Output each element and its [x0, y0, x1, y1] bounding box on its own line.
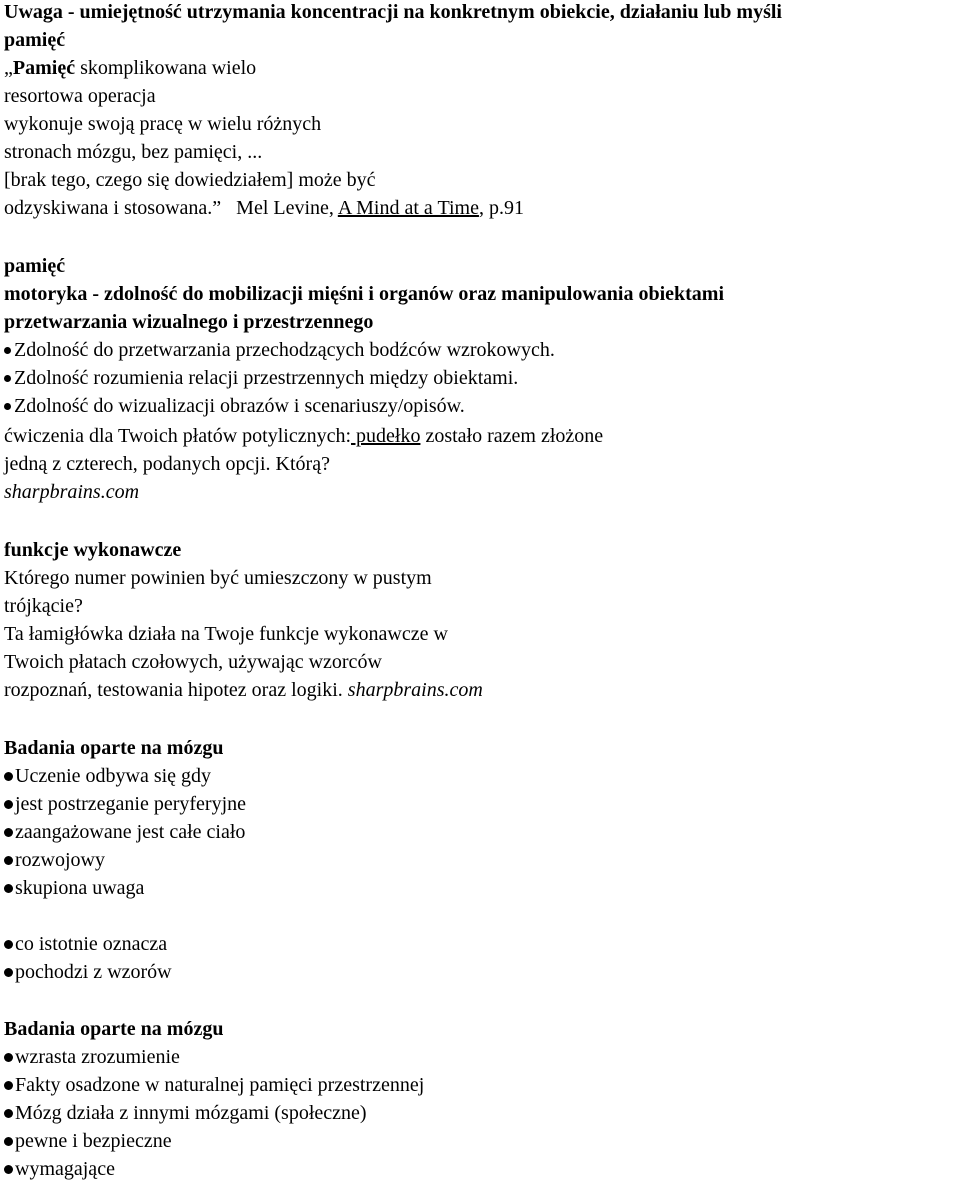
- list-item: [4, 1157, 115, 1181]
- puzzle-line-2: trójkącie?: [4, 595, 83, 617]
- puzzle-line-4: Twoich płatach czołowych, używając wzorców: [4, 651, 382, 673]
- bullet-icon: [4, 1053, 13, 1062]
- quote-line-1-text: skomplikowana wielo: [75, 57, 257, 79]
- bullet-icon: [4, 1109, 13, 1118]
- brain-research-heading-1: Badania oparte na mózgu: [4, 737, 224, 759]
- list-item-text: pochodzi z wzorów: [15, 961, 172, 983]
- list-item: [4, 366, 518, 390]
- source-link[interactable]: sharpbrains.com: [347, 679, 483, 701]
- quote-line-3: wykonuje swoją pracę w wielu różnych: [4, 113, 322, 135]
- puzzle-line-3: Ta łamigłówka działa na Twoje funkcje wykonawcze w: [4, 623, 448, 645]
- quote-keyword: Pamięć: [12, 57, 76, 79]
- list-item: [4, 932, 167, 956]
- quote-open-mark: „: [4, 57, 13, 79]
- bullet-icon: [4, 800, 13, 809]
- visual-processing-heading: przetwarzania wizualnego i przestrzennego: [4, 311, 374, 333]
- bullet-icon: [4, 403, 11, 410]
- executive-functions-heading: funkcje wykonawcze: [4, 539, 182, 561]
- list-item: [4, 960, 172, 984]
- list-item-text: rozwojowy: [15, 849, 105, 871]
- puzzle-line-5: [4, 678, 483, 702]
- quote-page-ref: , p.91: [478, 197, 524, 219]
- list-item-text: pewne i bezpieczne: [15, 1130, 172, 1152]
- list-item-text: Zdolność do wizualizacji obrazów i scenariuszy/opisów.: [14, 395, 465, 417]
- bullet-icon: [4, 1081, 13, 1090]
- quote-line-4: stronach mózgu, bez pamięci, ...: [4, 141, 263, 163]
- list-item: [4, 1073, 424, 1097]
- puzzle-line-1: Którego numer powinien być umieszczony w pustym: [4, 567, 432, 589]
- list-item-text: co istotnie oznacza: [15, 933, 168, 955]
- bullet-icon: [4, 375, 11, 382]
- bullet-icon: [4, 884, 13, 893]
- bullet-icon: [4, 828, 13, 837]
- exercise-text: ćwiczenia dla Twoich płatów potylicznych:: [4, 425, 352, 447]
- list-item-text: jest postrzeganie peryferyjne: [15, 793, 247, 815]
- bullet-icon: [4, 940, 13, 949]
- list-item: [4, 820, 245, 844]
- quote-attribution: odzyskiwana i stosowana.” Mel Levine,: [4, 197, 338, 219]
- bullet-icon: [4, 1165, 13, 1174]
- attention-heading: Uwaga - umiejętność utrzymania koncentracji na konkretnym obiekcie, działaniu lub myśli: [4, 1, 782, 23]
- quote-line-6: [4, 196, 524, 220]
- quote-line-5: [brak tego, czego się dowiedziałem] może być: [4, 169, 376, 191]
- list-item-text: wzrasta zrozumienie: [15, 1046, 180, 1068]
- puzzle-line-5-text: rozpoznań, testowania hipotez oraz logiki.: [4, 679, 348, 701]
- list-item: [4, 848, 105, 872]
- list-item: [4, 1101, 367, 1125]
- list-item-text: Fakty osadzone w naturalnej pamięci przestrzennej: [15, 1074, 425, 1096]
- motor-heading: motoryka - zdolność do mobilizacji mięśni i organów oraz manipulowania obiektami: [4, 283, 724, 305]
- source-link[interactable]: sharpbrains.com: [4, 481, 140, 503]
- exercise-text-cont: zostało razem złożone: [420, 425, 604, 447]
- exercise-line-1: [4, 424, 603, 448]
- list-item: [4, 338, 555, 362]
- list-item-text: Mózg działa z innymi mózgami (społeczne): [15, 1102, 367, 1124]
- list-item: [4, 394, 465, 418]
- list-item: [4, 876, 144, 900]
- bullet-icon: [4, 856, 13, 865]
- list-item-text: zaangażowane jest całe ciało: [15, 821, 246, 843]
- list-item-text: Uczenie odbywa się gdy: [15, 765, 212, 787]
- list-item: [4, 792, 246, 816]
- bullet-icon: [4, 1137, 13, 1146]
- list-item-text: skupiona uwaga: [15, 877, 145, 899]
- bullet-icon: [4, 347, 11, 354]
- list-item-text: Zdolność do przetwarzania przechodzących bodźców wzrokowych.: [14, 339, 555, 361]
- brain-research-heading-2: Badania oparte na mózgu: [4, 1018, 224, 1040]
- bullet-icon: [4, 968, 13, 977]
- list-item-text: Zdolność rozumienia relacji przestrzennych między obiektami.: [14, 367, 519, 389]
- list-item: [4, 1129, 172, 1153]
- quote-line-1: [4, 56, 256, 80]
- exercise-line-2: jedną z czterech, podanych opcji. Którą?: [4, 453, 330, 475]
- bullet-icon: [4, 772, 13, 781]
- list-item-text: wymagające: [15, 1158, 115, 1180]
- memory-subheading: pamięć: [4, 29, 66, 51]
- book-title-link[interactable]: A Mind at a Time: [337, 197, 479, 219]
- memory-heading-2: pamięć: [4, 255, 66, 277]
- list-item: [4, 764, 211, 788]
- list-item: [4, 1045, 180, 1069]
- quote-line-2: resortowa operacja: [4, 85, 156, 107]
- box-link[interactable]: pudełko: [351, 425, 421, 447]
